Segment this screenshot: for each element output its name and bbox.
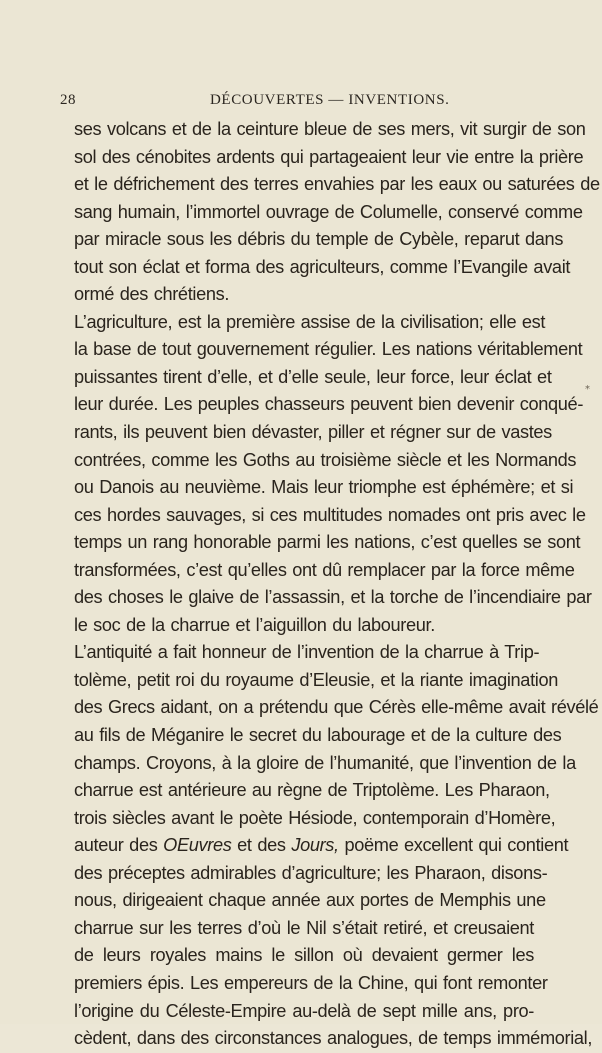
text-line: par miracle sous les débris du temple de Cybèle, reparut dans [74,229,564,250]
text-line: nous, dirigeaient chaque année aux portes de Memphis une [74,890,546,911]
text-line: champs. Croyons, à la gloire de l’humanité, que l’invention de la [74,752,576,773]
text-line: sol des cénobites ardents qui partageaient leur vie entre la prière [74,146,584,167]
paper-speck: * [585,384,590,395]
text-line: la base de tout gouvernement régulier. Les nations véritablement [74,339,583,360]
text-line: des Grecs aidant, on a prétendu que Cérès elle-même avait révélé [74,697,599,718]
text-line: ces hordes sauvages, si ces multitudes nomades ont pris avec le [74,504,586,525]
text-line: ou Danois au neuvième. Mais leur triomphe est éphémère; et si [74,477,574,498]
text-line: et le défrichement des terres envahies par les eaux ou saturées de [74,174,600,195]
text-line: ormé des chrétiens. [74,284,230,305]
text-line: tolème, petit roi du royaume d’Eleusie, et la riante imagination [74,669,558,690]
text-line: contrées, comme les Goths au troisième siècle et les Normands [74,449,577,470]
text-line: des choses le glaive de l’assassin, et la torche de l’incendiaire par [74,587,592,608]
text-line: de leurs royales mains le sillon où devaient germer les [74,945,534,966]
text-line: tout son éclat et forma des agriculteurs, comme l’Evangile avait [74,256,571,277]
text-line: trois siècles avant le poète Hésiode, contemporain d’Homère, [74,807,556,828]
italic-title-oeuvres: OEuvres [163,835,232,856]
body-text [74,116,600,1053]
text-line: sang humain, l’immortel ouvrage de Columelle, conservé comme [74,201,583,222]
text-line: le soc de la charrue et l’aiguillon du laboureur. [74,614,435,635]
text-line: au fils de Méganire le secret du labourage et de la culture des [74,725,562,746]
page-number: 28 [60,92,76,108]
text-line: cèdent, dans des circonstances analogues, de temps immémorial, [74,1028,593,1049]
line-fragment: auteur des [74,835,164,856]
line-fragment: poëme excellent qui contient [338,835,569,856]
text-line: puissantes tirent d’elle, et d’elle seule, leur force, leur éclat et [74,366,552,387]
text-line: ses volcans et de la ceinture bleue de ses mers, vit surgir de son [74,119,586,139]
text-line: L’agriculture, est la première assise de la civilisation; elle est [74,311,546,332]
text-line: leur durée. Les peuples chasseurs peuvent bien devenir conqué- [74,394,584,415]
text-line: l’origine du Céleste-Empire au-delà de sept mille ans, pro- [74,1000,534,1021]
italic-title-jours: Jours, [291,835,339,856]
text-line: temps un rang honorable parmi les nations, c’est quelles se sont [74,532,581,553]
text-line: premiers épis. Les empereurs de la Chine, qui font remonter [74,972,548,993]
text-line: des préceptes admirables d’agriculture; les Pharaon, disons- [74,862,548,883]
running-title: DÉCOUVERTES — INVENTIONS. [210,92,450,108]
text-line: rants, ils peuvent bien dévaster, piller et régner sur de vastes [74,422,552,443]
line-fragment: et des [231,835,292,856]
text-line: L’antiquité a fait honneur de l’invention de la charrue à Trip- [74,642,540,663]
text-line: charrue sur les terres d’où le Nil s’était retiré, et creusaient [74,917,534,938]
text-line: charrue est antérieure au règne de Triptolème. Les Pharaon, [74,780,550,801]
text-line: transformées, c’est qu’elles ont dû remplacer par la force même [74,559,575,580]
running-head [60,92,532,116]
text-line [74,832,569,860]
